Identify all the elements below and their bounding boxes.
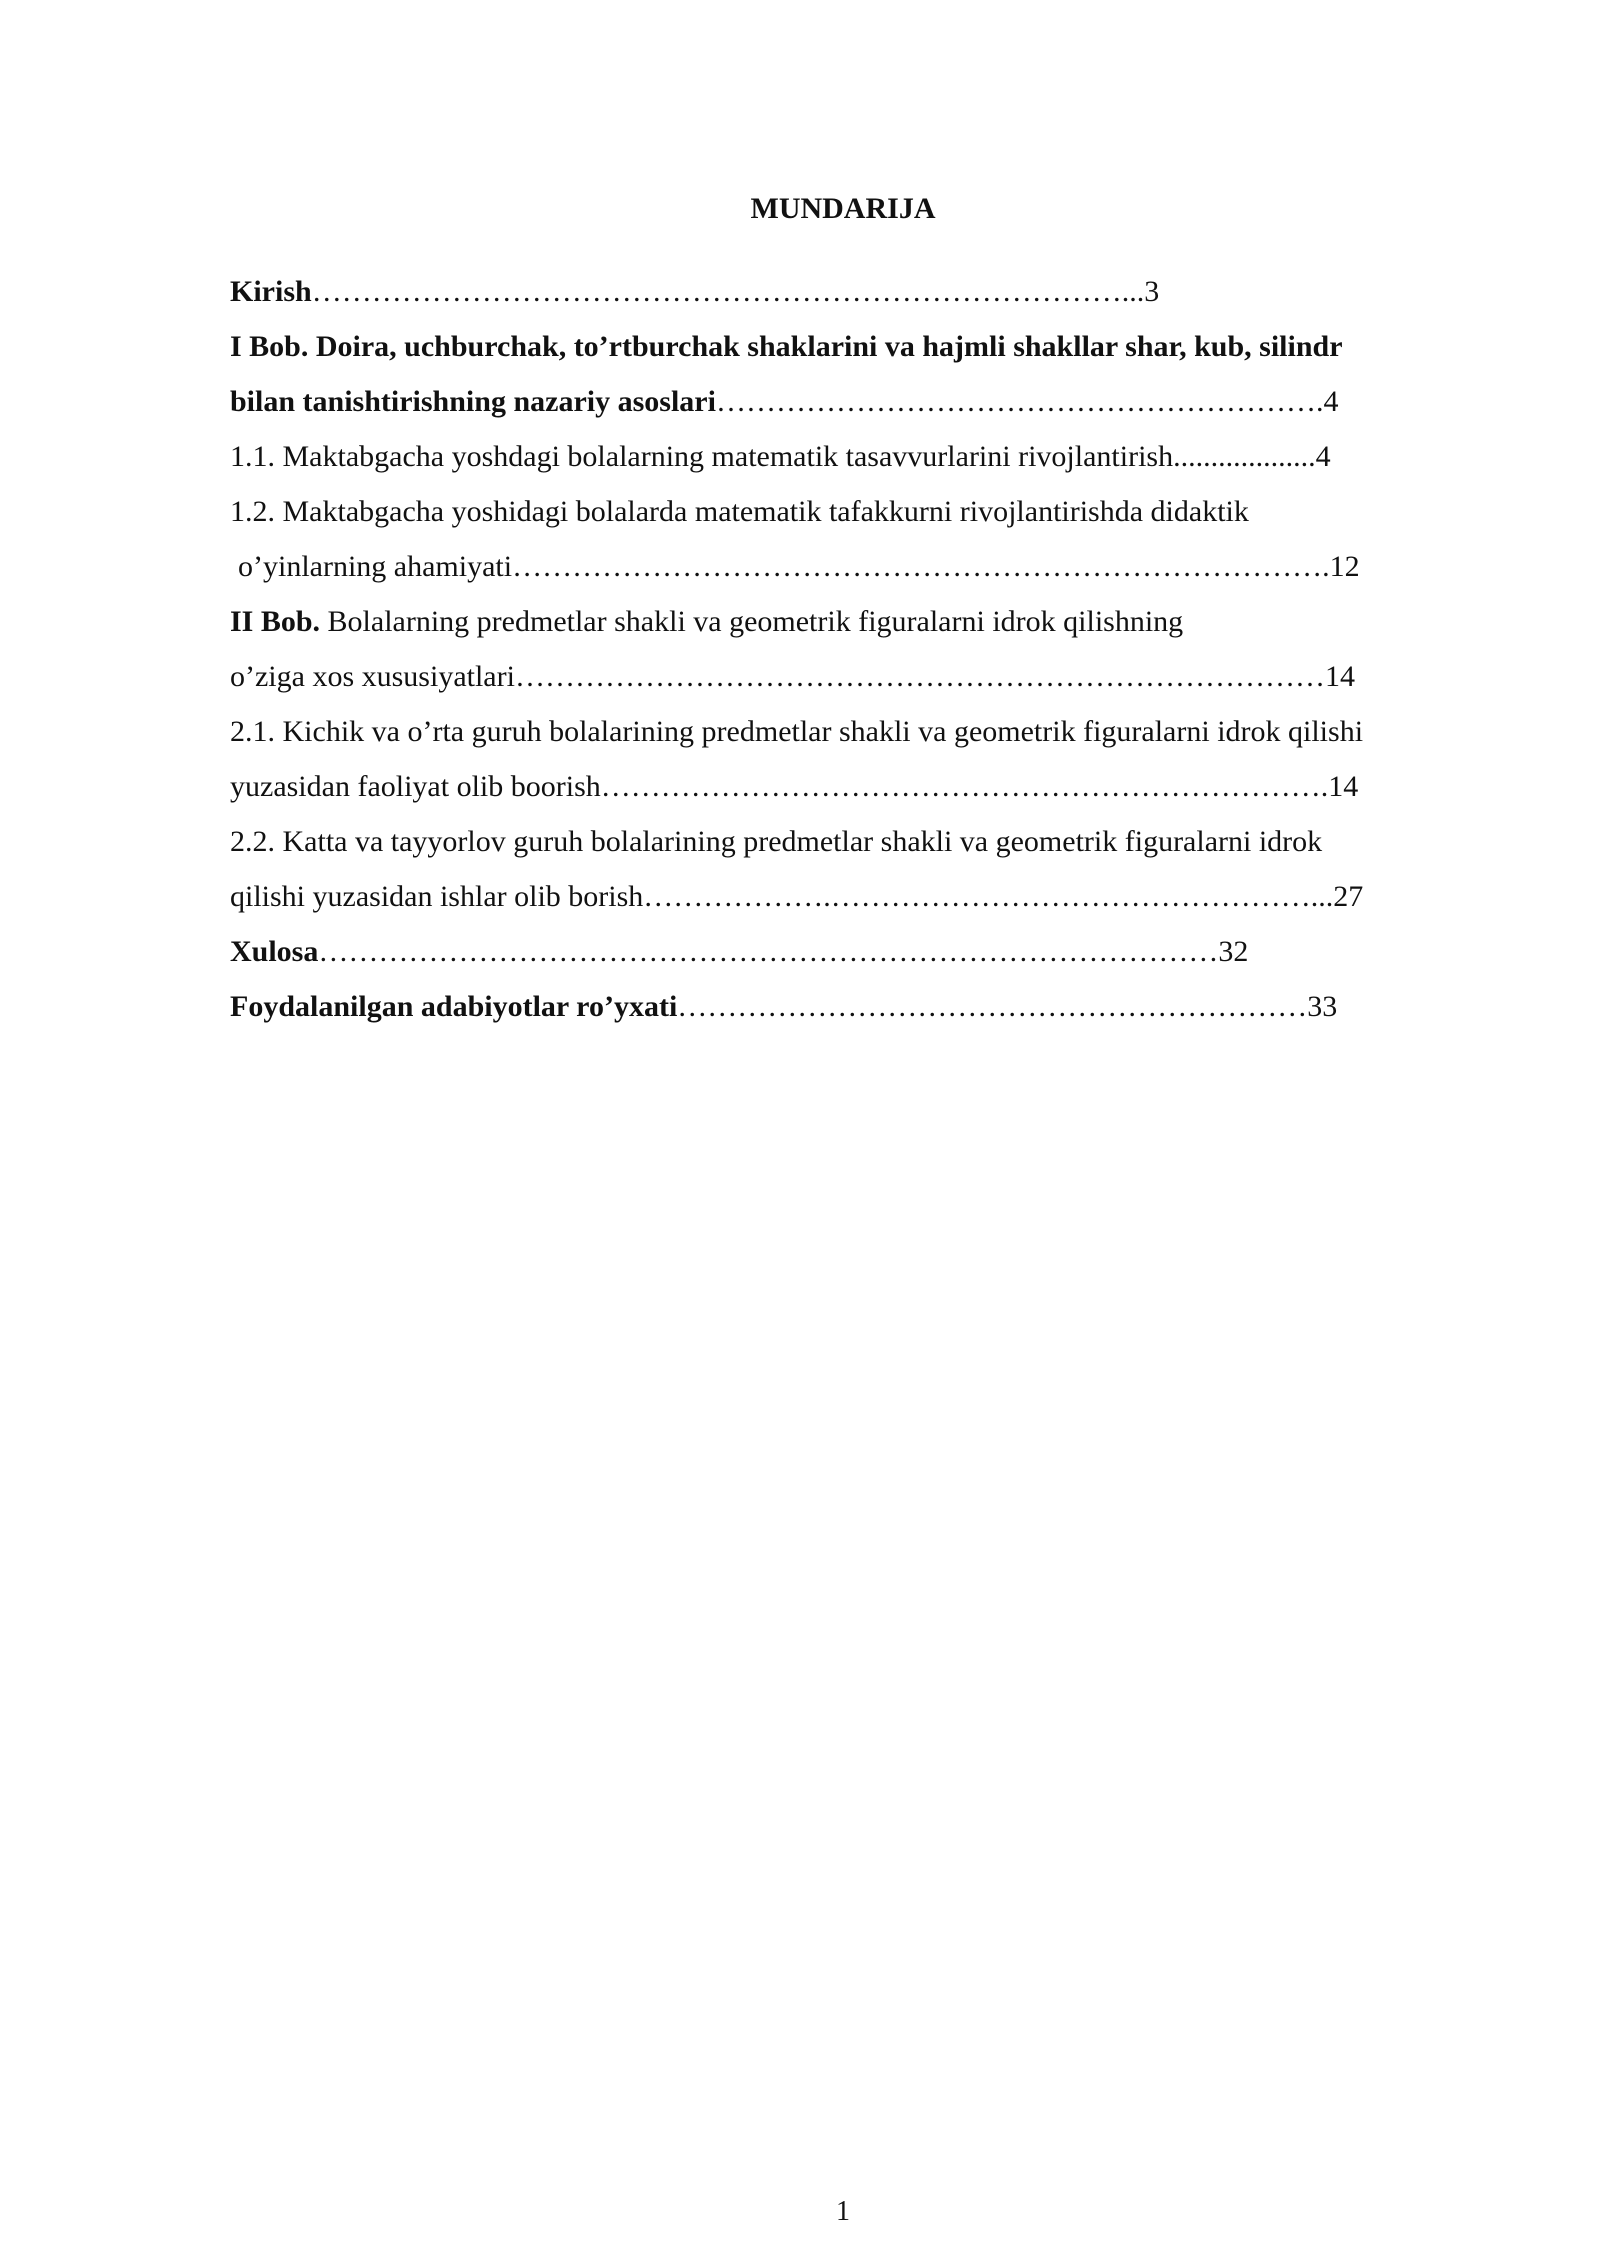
toc-leader: ……………………………………………………. xyxy=(715,385,1324,418)
toc-entry-2-2-line1[interactable] xyxy=(230,814,1460,869)
toc-entry-label: qilishi yuzasidan ishlar olib borish xyxy=(230,880,644,913)
toc-entry-2-1-line1[interactable] xyxy=(230,704,1460,759)
toc-leader: ………………………………………………………………………. xyxy=(512,550,1330,583)
toc-page-number: 32 xyxy=(1218,935,1249,968)
toc-page-number: 33 xyxy=(1307,990,1338,1023)
toc-entry-label: Kirish xyxy=(230,275,312,308)
toc-entry-label: I Bob. Doira, uchburchak, to’rtburchak shaklarini va hajmli shakllar shar, kub, silindr xyxy=(230,330,1343,363)
toc-entry-label: 1.2. Maktabgacha yoshidagi bolalarda matematik tafakkurni rivojlantirishda didaktik xyxy=(230,495,1249,528)
toc-page-number: 27 xyxy=(1333,880,1364,913)
toc-entry-label: o’yinlarning ahamiyati xyxy=(238,550,513,583)
toc-entry-label: bilan tanishtirishning nazariy asoslari xyxy=(230,385,716,418)
toc-entry-label: Foydalanilgan adabiyotlar ro’yxati xyxy=(230,990,678,1023)
toc-title: MUNDARIJA xyxy=(750,192,936,225)
toc-entry-label: 1.1. Maktabgacha yoshdagi bolalarning matematik tasavvurlarini rivojlantirish xyxy=(230,440,1174,473)
toc-entry-1-2-line1[interactable] xyxy=(230,484,1460,539)
toc-entry-kirish[interactable] xyxy=(230,264,1460,319)
toc-entry-label: o’ziga xos xususiyatlari xyxy=(230,660,515,693)
toc-page-number: 14 xyxy=(1324,660,1355,693)
toc-leader: ……………………………………………………………………… xyxy=(514,660,1325,693)
toc-entry-adabiyotlar[interactable] xyxy=(230,979,1460,1034)
page-number: 1 xyxy=(836,2196,850,2227)
toc-entry-bob2-line1[interactable] xyxy=(230,594,1460,649)
toc-page-number: 12 xyxy=(1329,550,1360,583)
toc-page-number: 4 xyxy=(1315,440,1331,473)
toc-leader: ……………….…………………………………………... xyxy=(643,880,1334,913)
toc-leader: ………………………………………………………………. xyxy=(600,770,1329,803)
toc-leader: ……………………………………………………………………………… xyxy=(318,935,1219,968)
toc-entry-label: 2.2. Katta va tayyorlov guruh bolalarining predmetlar shakli va geometrik figuralarni idrok xyxy=(230,825,1323,858)
toc-entry-xulosa[interactable] xyxy=(230,924,1460,979)
toc-leader: ……………………………………………………… xyxy=(677,990,1308,1023)
toc-entry-bob2-line2[interactable] xyxy=(230,649,1460,704)
toc-page-number: 4 xyxy=(1323,385,1339,418)
toc-page-number: 3 xyxy=(1144,275,1160,308)
toc-entry-2-2-line2[interactable] xyxy=(230,869,1460,924)
toc-entry-bob1-line1[interactable] xyxy=(230,319,1460,374)
toc-entry-bob1-line2[interactable] xyxy=(230,374,1460,429)
table-of-contents xyxy=(230,264,1460,1034)
toc-leader: ................... xyxy=(1173,440,1316,473)
toc-entry-prefix: II Bob. xyxy=(230,605,321,638)
toc-entry-2-1-line2[interactable] xyxy=(230,759,1460,814)
toc-page-number: 14 xyxy=(1328,770,1359,803)
toc-entry-label: yuzasidan faoliyat olib boorish xyxy=(230,770,601,803)
toc-entry-label: 2.1. Kichik va o’rta guruh bolalarining predmetlar shakli va geometrik figuralarni idrok qilishi xyxy=(230,715,1364,748)
toc-entry-1-2-line2[interactable] xyxy=(230,539,1460,594)
toc-entry-label: Xulosa xyxy=(230,935,319,968)
toc-entry-label: Bolalarning predmetlar shakli va geometrik figuralarni idrok qilishning xyxy=(320,605,1184,638)
toc-entry-1-1[interactable] xyxy=(230,429,1460,484)
toc-leader: ………………………………………………………………………... xyxy=(311,275,1145,308)
